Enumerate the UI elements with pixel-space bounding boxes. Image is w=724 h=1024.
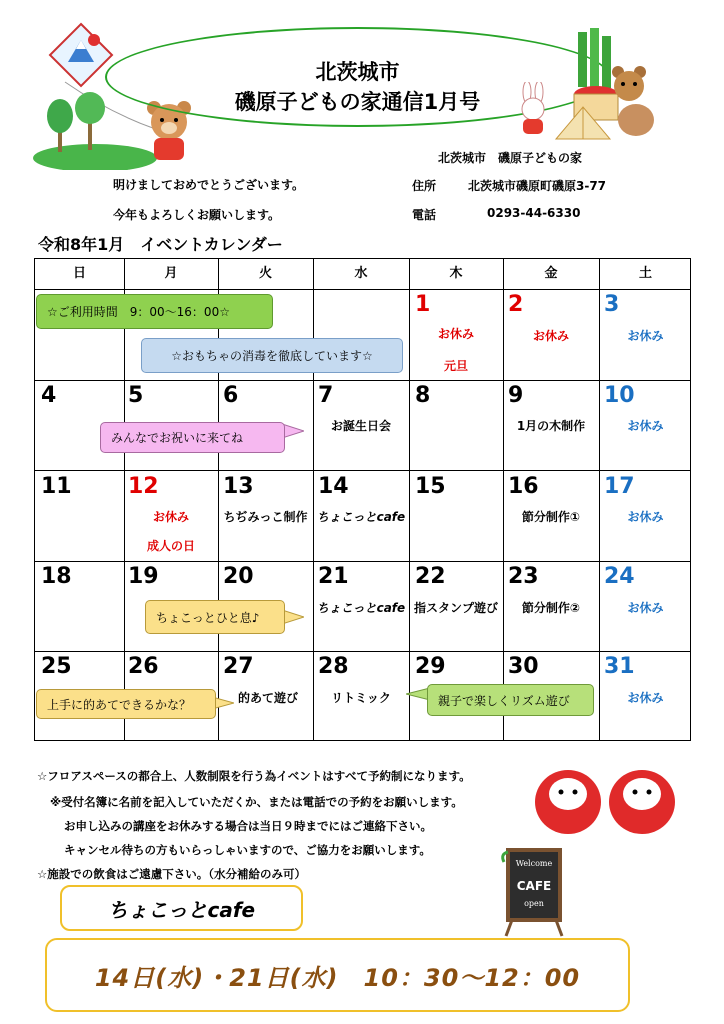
- event-13-craft: ちぢみっこ制作: [223, 510, 308, 524]
- weekday-mon: 月: [164, 266, 178, 281]
- event-31-rest: お休み: [627, 691, 664, 705]
- event-24-rest: お休み: [627, 601, 664, 615]
- callout-rest: ちょこっとひと息♪: [145, 600, 285, 634]
- event-23-craft: 節分制作②: [521, 601, 581, 615]
- day-18: 18: [41, 564, 72, 589]
- day-23: 23: [508, 564, 539, 589]
- rabbit-icon: [514, 82, 554, 137]
- day-1: 1: [415, 292, 431, 317]
- weekday-fri: 金: [544, 266, 558, 281]
- sign-open-text: open: [524, 899, 544, 908]
- page-title: 磯原子どもの家通信1月号: [234, 90, 481, 114]
- weekday-sat: 土: [638, 266, 652, 281]
- event-10-rest: お休み: [627, 419, 664, 433]
- cafe-sign-icon: [498, 846, 570, 938]
- greeting-line1: 明けましておめでとうございます。: [113, 178, 305, 192]
- weekday-tue: 火: [258, 266, 272, 281]
- bear-squirrel-icon: [600, 62, 660, 142]
- calendar-grid: [34, 258, 691, 741]
- callout-hours: ☆ご利用時間 9：00～16：00☆: [36, 294, 273, 329]
- day-7: 7: [318, 383, 334, 408]
- phone-value: 0293-44-6330: [487, 206, 581, 220]
- event-12-holiday: 成人の日: [146, 539, 195, 553]
- cafe-schedule: 14日(水)・21日(水) 10：30～12：00: [94, 963, 581, 992]
- day-9: 9: [508, 383, 524, 408]
- phone-label: 電話: [412, 208, 437, 222]
- day-14: 14: [318, 474, 349, 499]
- title-city: 北茨城市: [315, 60, 400, 84]
- day-25: 25: [41, 654, 72, 679]
- event-16-craft: 節分制作①: [521, 510, 581, 524]
- day-19: 19: [128, 564, 159, 589]
- note-5: ☆施設での飲食はご遠慮下さい。（水分補給のみ可）: [37, 867, 307, 881]
- sign-welcome-text: Welcome: [515, 859, 553, 868]
- day-8: 8: [415, 383, 431, 408]
- day-10: 10: [604, 383, 635, 408]
- daruma-icon: [530, 762, 680, 837]
- sign-cafe-text: CAFE: [516, 879, 552, 893]
- day-16: 16: [508, 474, 539, 499]
- cafe-label-box: [60, 885, 303, 931]
- event-7-birthday: お誕生日会: [330, 419, 391, 433]
- day-24: 24: [604, 564, 635, 589]
- day-4: 4: [41, 383, 57, 408]
- callout-rhythm: 親子で楽しくリズム遊び: [427, 684, 594, 716]
- callout-celebrate: みんなでお祝いに来てね: [100, 422, 285, 453]
- day-3: 3: [604, 292, 620, 317]
- day-22: 22: [415, 564, 446, 589]
- event-9-craft: 1月の木制作: [516, 419, 586, 433]
- day-13: 13: [223, 474, 254, 499]
- note-2: ※受付名簿に名前を記入していただくか、または電話での予約をお願いします。: [50, 795, 463, 809]
- cafe-label: ちょこっとcafe: [107, 897, 256, 922]
- weekday-thu: 木: [449, 266, 463, 281]
- day-29: 29: [415, 654, 446, 679]
- cafe-schedule-box: [45, 938, 630, 1012]
- facility-name: 北茨城市 磯原子どもの家: [438, 151, 583, 165]
- event-22-stamp: 指スタンプ遊び: [413, 601, 498, 615]
- day-27: 27: [223, 654, 254, 679]
- day-2: 2: [508, 292, 524, 317]
- address-label: 住所: [412, 179, 437, 193]
- callout-pointer: [282, 422, 304, 440]
- greeting-line2: 今年もよろしくお願いします。: [113, 208, 281, 222]
- day-6: 6: [223, 383, 239, 408]
- note-4: キャンセル待ちの方もいらっしゃいますので、ご協力をお願いします。: [64, 843, 431, 857]
- day-21: 21: [318, 564, 349, 589]
- day-12: 12: [128, 474, 159, 499]
- calendar-title: 令和8年1月 イベントカレンダー: [38, 235, 283, 254]
- callout-pointer: [282, 608, 304, 626]
- event-2-rest: お休み: [532, 329, 569, 343]
- event-28-rhythmic: リトミック: [331, 691, 391, 705]
- day-11: 11: [41, 474, 72, 499]
- address-value: 北茨城市磯原町磯原3-77: [468, 179, 607, 193]
- event-27-target: 的あて遊び: [237, 691, 298, 705]
- day-5: 5: [128, 383, 144, 408]
- callout-disinfect: ☆おもちゃの消毒を徹底しています☆: [141, 338, 403, 373]
- day-31: 31: [604, 654, 635, 679]
- note-1: ☆フロアスペースの都合上、人数制限を行う為イベントはすべて予約制になります。: [37, 769, 471, 783]
- event-21-cafe: ちょこっとcafe: [316, 601, 406, 615]
- note-3: お申し込みの講座をお休みする場合は当日９時までにはご連絡下さい。: [64, 819, 432, 833]
- event-1-newyear: 元旦: [443, 359, 468, 373]
- day-26: 26: [128, 654, 159, 679]
- callout-target: 上手に的あてできるかな？: [36, 689, 216, 719]
- event-3-rest: お休み: [627, 329, 664, 343]
- event-12-rest: お休み: [152, 510, 189, 524]
- event-14-cafe: ちょこっとcafe: [316, 510, 406, 524]
- event-17-rest: お休み: [627, 510, 664, 524]
- day-17: 17: [604, 474, 635, 499]
- event-1-rest: お休み: [437, 327, 474, 341]
- weekday-sun: 日: [72, 266, 86, 281]
- day-30: 30: [508, 654, 539, 679]
- day-28: 28: [318, 654, 349, 679]
- day-20: 20: [223, 564, 254, 589]
- day-15: 15: [415, 474, 446, 499]
- weekday-wed: 水: [354, 266, 368, 281]
